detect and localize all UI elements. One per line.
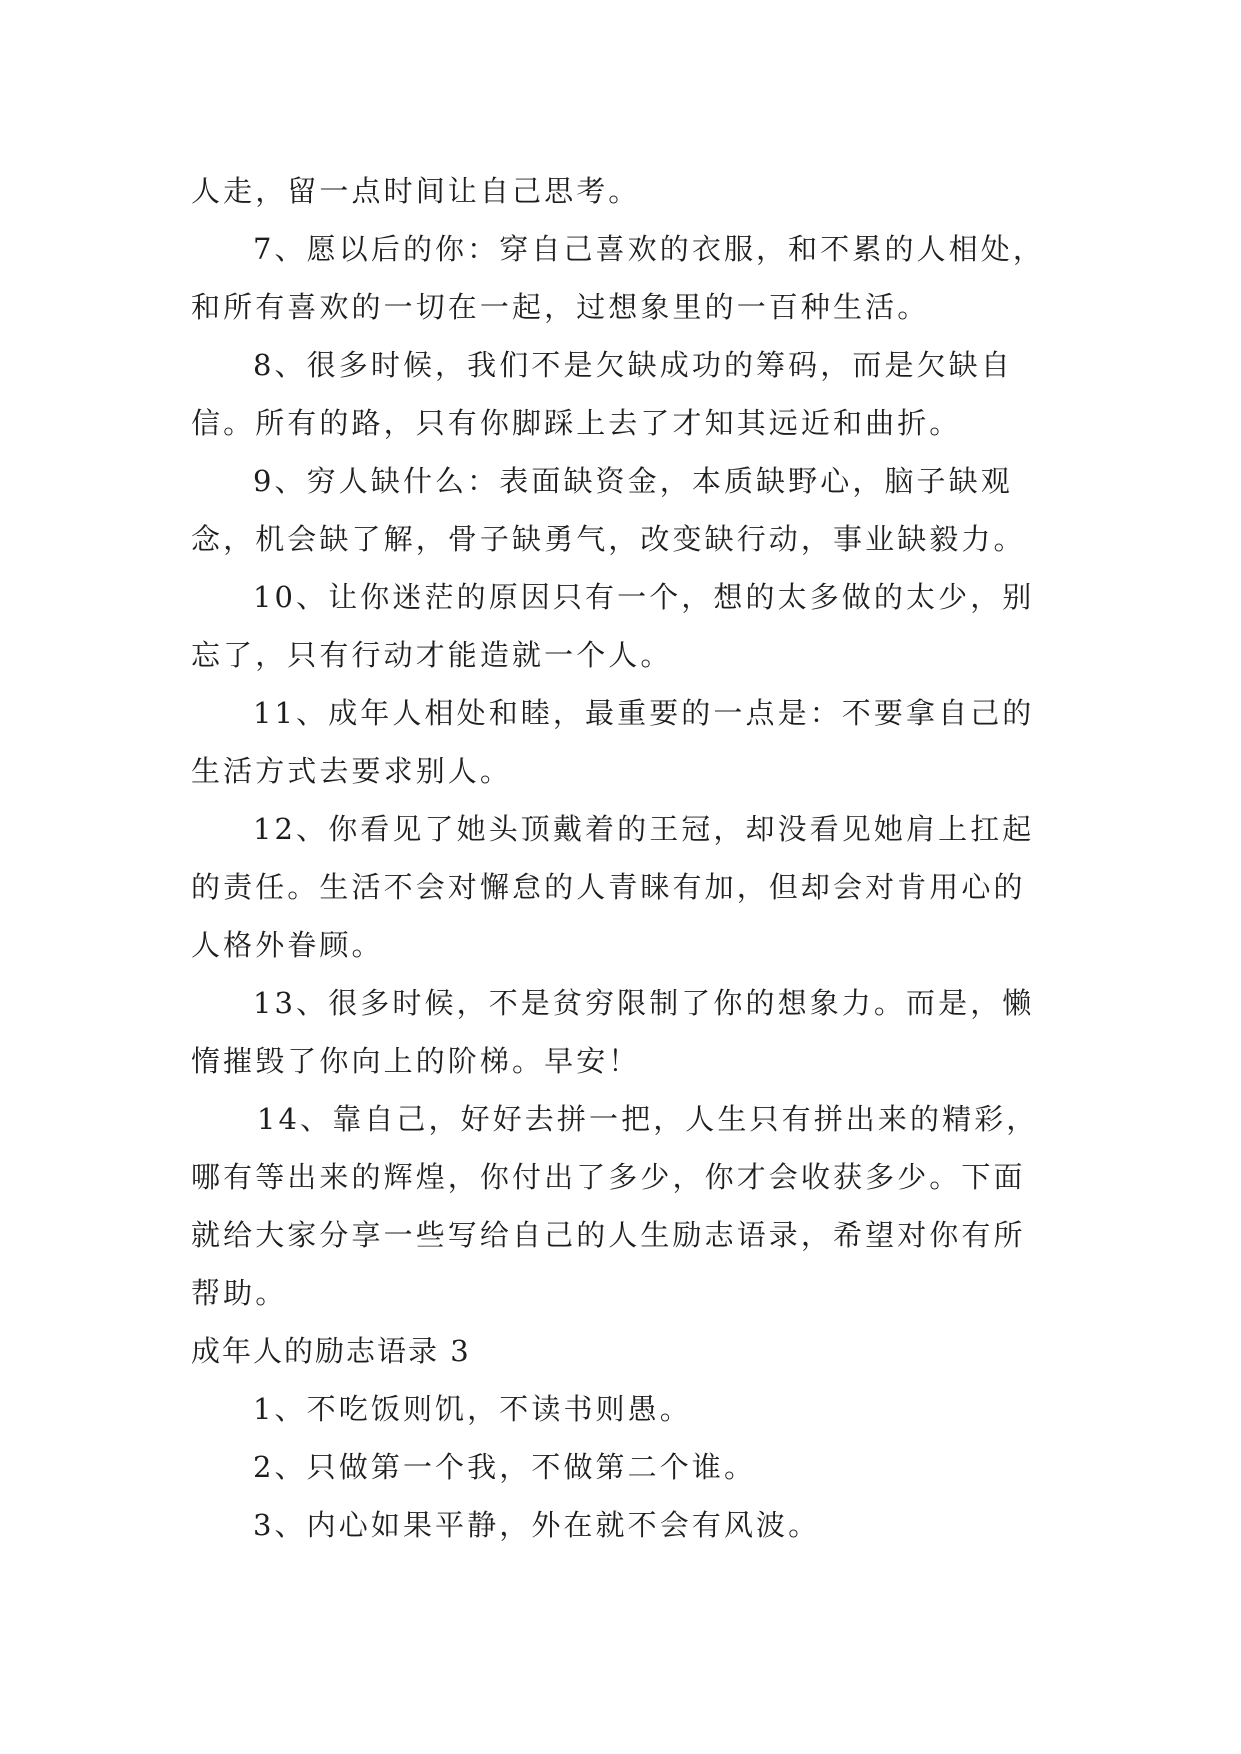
quote-11-line-1: 11、成年人相处和睦，最重要的一点是：不要拿自己的 (253, 696, 1035, 730)
quote-s3-2: 2、只做第一个我，不做第二个谁。 (253, 1450, 757, 1484)
quote-7-line-2: 和所有喜欢的一切在一起，过想象里的一百种生活。 (191, 290, 930, 324)
quote-10-line-2: 忘了，只有行动才能造就一个人。 (191, 638, 673, 672)
quote-13-line-2: 惰摧毁了你向上的阶梯。早安！ (191, 1044, 641, 1078)
quote-10-line-1: 10、让你迷茫的原因只有一个，想的太多做的太少，别 (253, 580, 1035, 614)
quote-14-line-1: 14、靠自己，好好去拼一把，人生只有拼出来的精彩， (257, 1102, 1039, 1136)
quote-14-line-3: 就给大家分享一些写给自己的人生励志语录，希望对你有所 (191, 1218, 1026, 1252)
quote-13-line-1: 13、很多时候，不是贫穷限制了你的想象力。而是，懒 (253, 986, 1035, 1020)
quote-9-line-2: 念，机会缺了解，骨子缺勇气，改变缺行动，事业缺毅力。 (191, 522, 1026, 556)
document-body (191, 162, 1061, 1554)
quote-12-line-1: 12、你看见了她头顶戴着的王冠，却没看见她肩上扛起 (253, 812, 1035, 846)
quote-s3-1: 1、不吃饭则饥，不读书则愚。 (253, 1392, 692, 1426)
quote-7-line-1: 7、愿以后的你：穿自己喜欢的衣服，和不累的人相处， (253, 232, 1045, 266)
quote-14-line-4: 帮助。 (191, 1276, 288, 1310)
quote-8-line-1: 8、很多时候，我们不是欠缺成功的筹码，而是欠缺自 (253, 348, 1013, 382)
quote-12-line-3: 人格外眷顾。 (191, 928, 384, 962)
quote-s3-3: 3、内心如果平静，外在就不会有风波。 (253, 1508, 821, 1542)
quote-9-line-1: 9、穷人缺什么：表面缺资金，本质缺野心，脑子缺观 (253, 464, 1013, 498)
section-heading: 成年人的励志语录 3 (191, 1334, 471, 1368)
quote-14-line-2: 哪有等出来的辉煌，你付出了多少，你才会收获多少。下面 (191, 1160, 1026, 1194)
quote-11-line-2: 生活方式去要求别人。 (191, 754, 513, 788)
quote-8-line-2: 信。所有的路，只有你脚踩上去了才知其远近和曲折。 (191, 406, 962, 440)
quote-12-line-2: 的责任。生活不会对懈怠的人青睐有加，但却会对肯用心的 (191, 870, 1026, 904)
paragraph-line: 人走，留一点时间让自己思考。 (191, 174, 641, 208)
